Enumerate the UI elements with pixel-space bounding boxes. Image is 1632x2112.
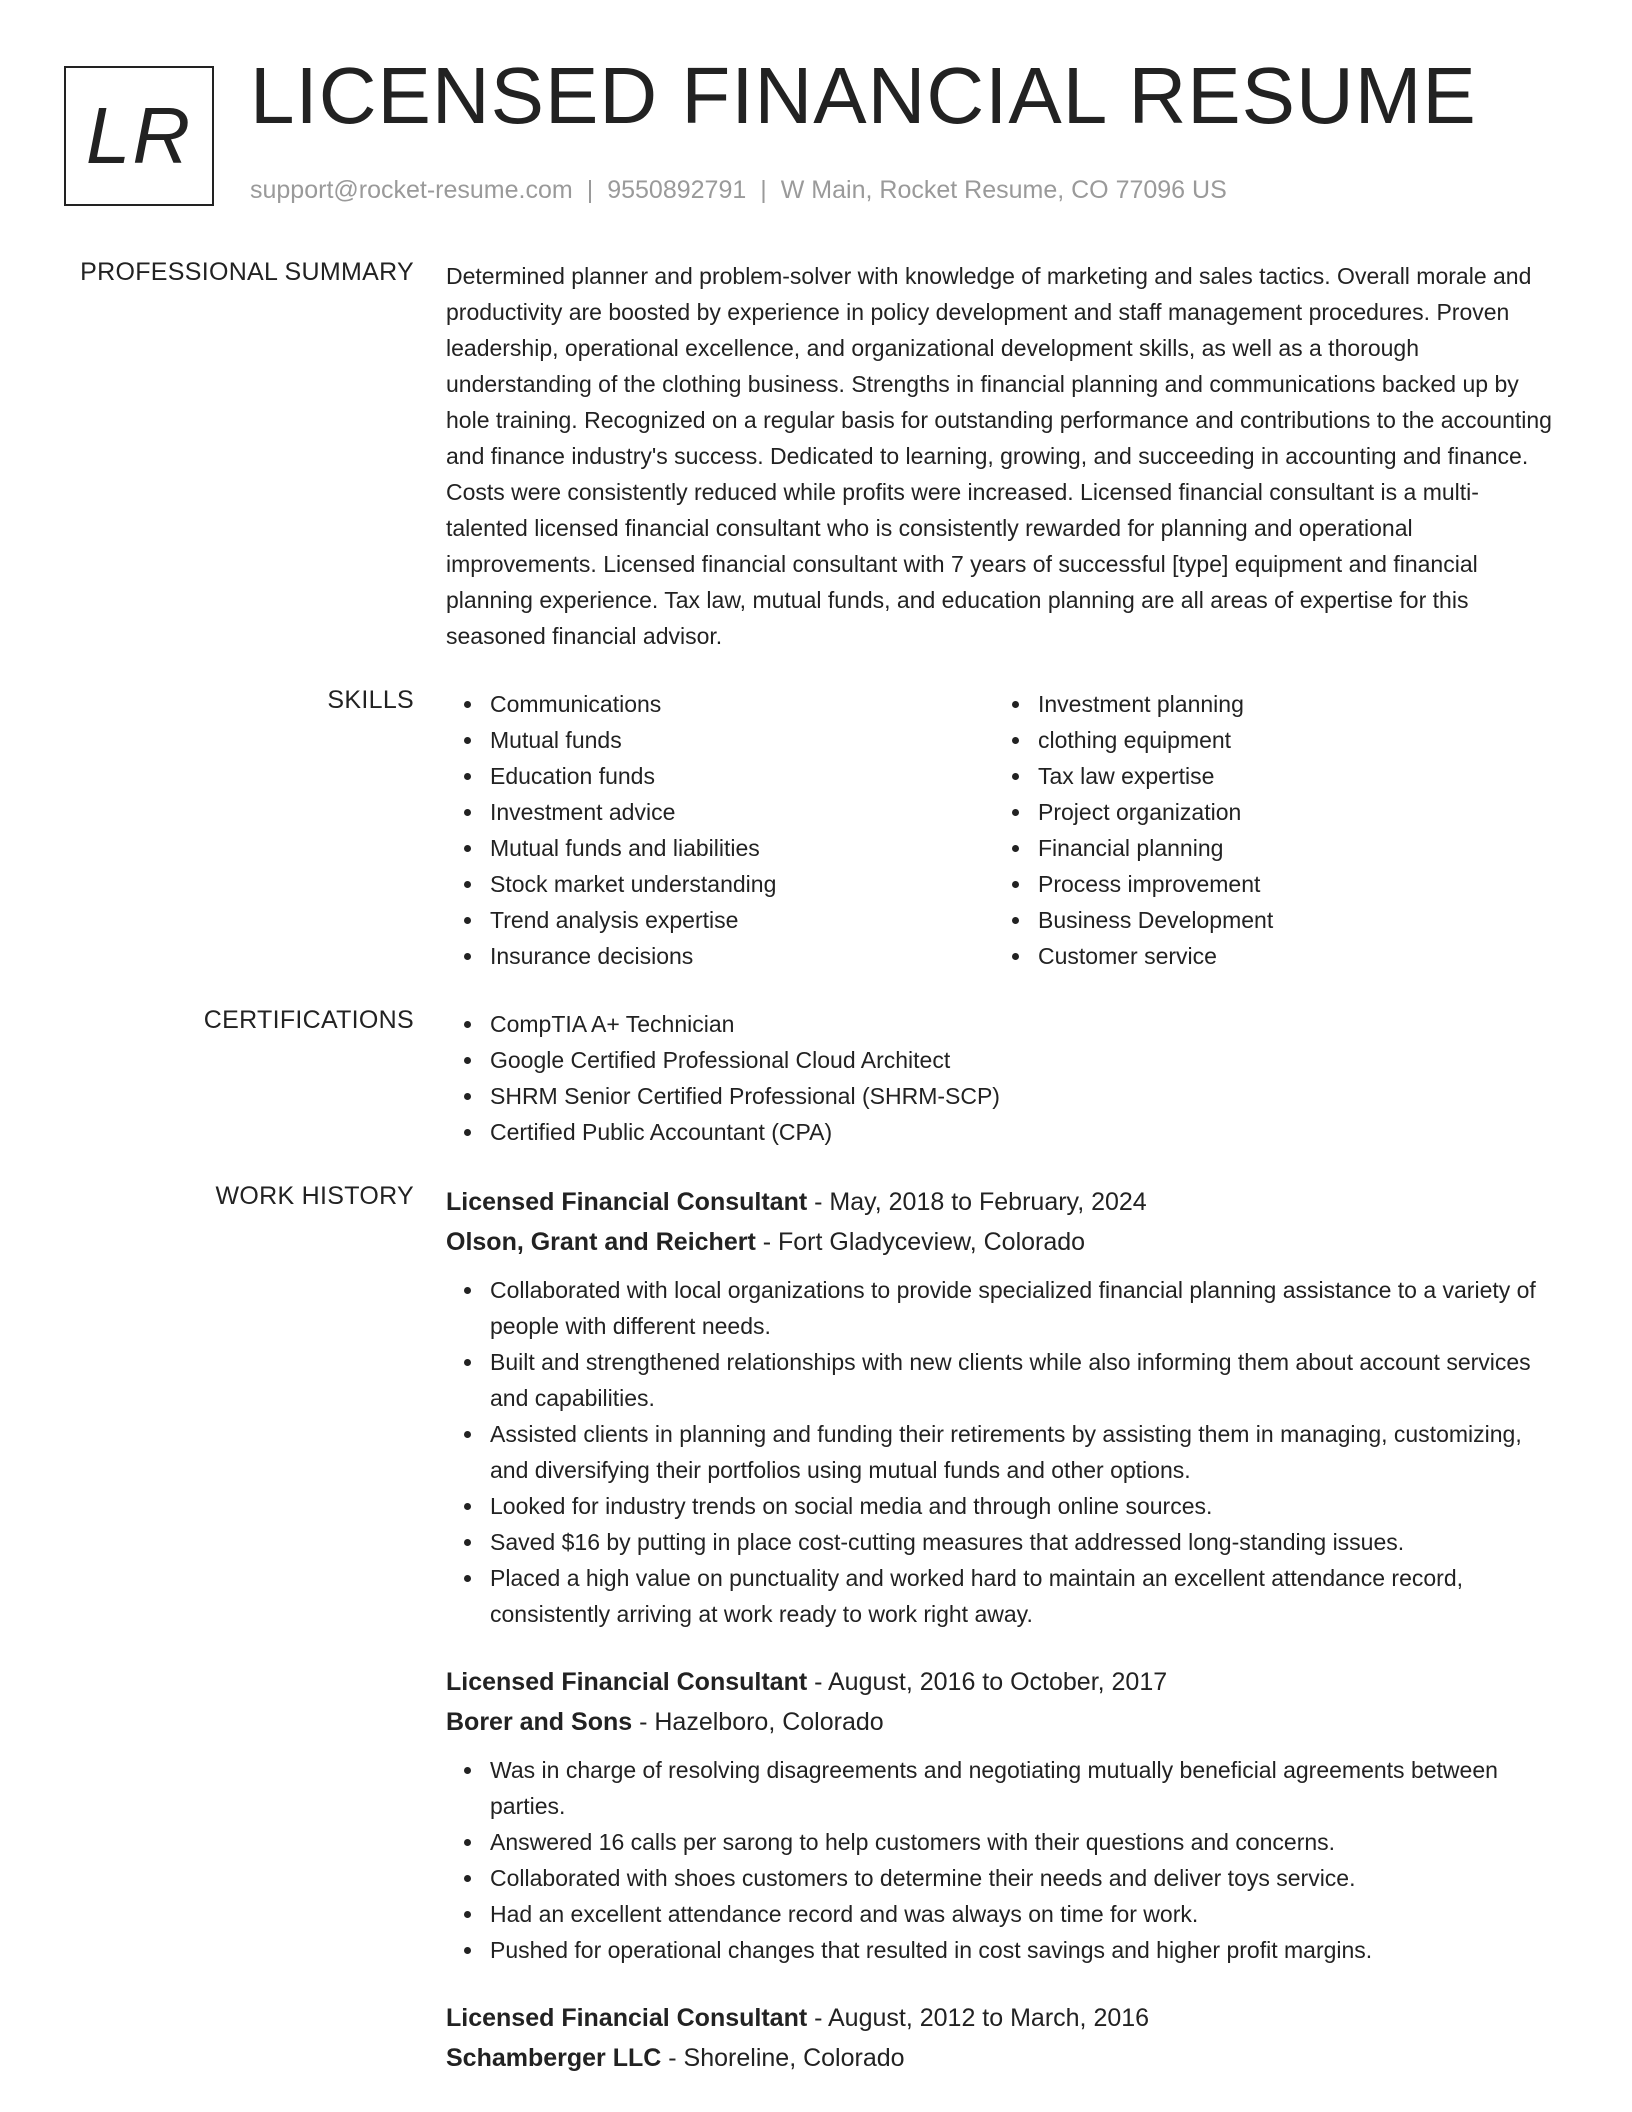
skills-list-right (994, 686, 1542, 974)
job-dates: - August, 2012 to March, 2016 (807, 2004, 1150, 2032)
contact-email: support@rocket-resume.com (250, 176, 573, 204)
contact-address: W Main, Rocket Resume, CO 77096 US (780, 176, 1227, 204)
job-location: - Hazelboro, Colorado (632, 1708, 884, 1736)
job-bullets (446, 1752, 1556, 1968)
skill-item: Mutual funds and liabilities (446, 830, 994, 866)
skill-item: Business Development (994, 902, 1542, 938)
section-label-work-history: WORK HISTORY (215, 1182, 414, 1210)
job-company: Borer and Sons (446, 1708, 633, 1736)
skill-item: Communications (446, 686, 994, 722)
page-title: LICENSED FINANCIAL RESUME (250, 51, 1477, 140)
section-label-skills: SKILLS (327, 686, 414, 714)
job-location: - Shoreline, Colorado (661, 2044, 905, 2072)
job-dates: - May, 2018 to February, 2024 (807, 1188, 1147, 1216)
skills-body (446, 686, 1556, 974)
contact-separator: | (586, 176, 594, 204)
job-company-line (446, 1702, 1556, 1742)
job-title: Licensed Financial Consultant (446, 2004, 808, 2032)
monogram-logo: LR (64, 66, 214, 206)
skill-item: Education funds (446, 758, 994, 794)
skill-item: Trend analysis expertise (446, 902, 994, 938)
job-title-line (446, 1182, 1556, 1222)
skill-item: Financial planning (994, 830, 1542, 866)
job-title: Licensed Financial Consultant (446, 1668, 808, 1696)
job-bullet: Had an excellent attendance record and was always on time for work. (446, 1896, 1556, 1932)
skill-item: Insurance decisions (446, 938, 994, 974)
job-dates: - August, 2016 to October, 2017 (807, 1668, 1168, 1696)
job-entry (446, 1662, 1556, 1968)
job-bullet: Answered 16 calls per sarong to help customers with their questions and concerns. (446, 1824, 1556, 1860)
skill-item: Tax law expertise (994, 758, 1542, 794)
contact-phone: 9550892791 (607, 176, 747, 204)
job-bullet: Placed a high value on punctuality and worked hard to maintain an excellent attendance record, consistently arriving at work ready to work right away. (446, 1560, 1556, 1632)
skill-item: Project organization (994, 794, 1542, 830)
skill-item: Mutual funds (446, 722, 994, 758)
job-title: Licensed Financial Consultant (446, 1188, 808, 1216)
skill-item: Customer service (994, 938, 1542, 974)
job-bullet: Looked for industry trends on social media and through online sources. (446, 1488, 1556, 1524)
job-location: - Fort Gladyceview, Colorado (755, 1228, 1086, 1256)
job-company: Olson, Grant and Reichert (446, 1228, 756, 1256)
skill-item: Process improvement (994, 866, 1542, 902)
job-company: Schamberger LLC (446, 2044, 662, 2072)
job-bullet: Assisted clients in planning and funding their retirements by assisting them in managing, customizing, and diversifying their portfolios using mutual funds and other options. (446, 1416, 1556, 1488)
job-title-line (446, 1662, 1556, 1702)
job-entry (446, 1998, 1556, 2078)
certification-item: SHRM Senior Certified Professional (SHRM-SCP) (446, 1078, 1556, 1114)
job-bullet: Saved $16 by putting in place cost-cutting measures that addressed long-standing issues. (446, 1524, 1556, 1560)
job-company-line (446, 1222, 1556, 1262)
job-company-line (446, 2038, 1556, 2078)
job-bullet: Was in charge of resolving disagreements and negotiating mutually beneficial agreements between parties. (446, 1752, 1556, 1824)
section-label-certifications: CERTIFICATIONS (203, 1006, 414, 1034)
job-title-line (446, 1998, 1556, 2038)
skill-item: clothing equipment (994, 722, 1542, 758)
job-bullets (446, 1272, 1556, 1632)
skills-list-left (446, 686, 994, 974)
certifications-body (446, 1006, 1556, 1150)
skill-item: Stock market understanding (446, 866, 994, 902)
job-bullet: Collaborated with shoes customers to determine their needs and deliver toys service. (446, 1860, 1556, 1896)
certification-item: Certified Public Accountant (CPA) (446, 1114, 1556, 1150)
skill-item: Investment planning (994, 686, 1542, 722)
job-bullet: Collaborated with local organizations to provide specialized financial planning assistance to a variety of people with different needs. (446, 1272, 1556, 1344)
work-history-body (446, 1182, 1556, 2108)
job-bullet: Built and strengthened relationships with new clients while also informing them about account services and capabilities. (446, 1344, 1556, 1416)
skill-item: Investment advice (446, 794, 994, 830)
certification-item: CompTIA A+ Technician (446, 1006, 1556, 1042)
certifications-list (446, 1006, 1556, 1150)
job-entry (446, 1182, 1556, 1632)
job-bullet: Pushed for operational changes that resulted in cost savings and higher profit margins. (446, 1932, 1556, 1968)
contact-line (250, 176, 1227, 205)
contact-separator: | (760, 176, 767, 204)
section-label-summary: PROFESSIONAL SUMMARY (80, 258, 414, 286)
certification-item: Google Certified Professional Cloud Architect (446, 1042, 1556, 1078)
summary-text: Determined planner and problem-solver with knowledge of marketing and sales tactics. Overall morale and productivity are boosted by experience in policy development and staff management procedures. Proven leadership, operational excellence, and organizational development skills, as well as a thorough understanding of the clothing business. Strengths in financial planning and communications backed up by hole training. Recognized on a regular basis for outstanding performance and contributions to the accounting and finance industry's success. Dedicated to learning, growing, and succeeding in accounting and finance. Costs were consistently reduced while profits were increased. Licensed financial consultant is a multi-talented licensed financial consultant who is consistently rewarded for planning and operational improvements. Licensed financial consultant with 7 years of successful [type] equipment and financial planning experience. Tax law, mutual funds, and education planning are all areas of expertise for this seasoned financial advisor. (446, 263, 1552, 649)
